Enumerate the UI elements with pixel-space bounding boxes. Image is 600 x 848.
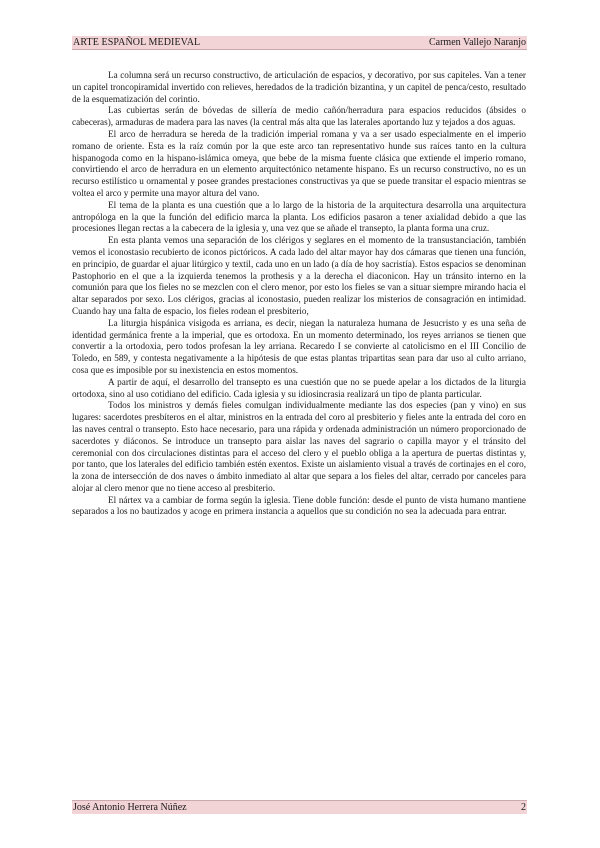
document-body — [72, 70, 526, 518]
paragraph: En esta planta vemos una separación de los clérigos y seglares en el momento de la transustanciación, también vemos el iconostasio recubierto de iconos pictóricos. A cada lado del altar mayor hay dos cámaras que tienen una función, en principio, de guardar el ajuar litúrgico y textil, cada uno en un lado (a día de hoy sacristía). Estos espacios se denominan Pastophorio en el que a la izquierda tenemos la prothesis y a la derecha el diaconicon. Hay un tránsito interno en la comunión para que los fieles no se mezclen con el clero menor, por esto los fieles se van a situar siempre mirando hacia el altar separados por sexo. Los clérigos, gracias al iconostasio, pueden realizar los misterios de consagración en intimidad. Cuando hay una falta de espacio, los fieles rodean el presbiterio, — [72, 235, 526, 316]
paragraph: El nártex va a cambiar de forma según la iglesia. Tiene doble función: desde el punto de vista humano mantiene separados a los no bautizados y acoge en primera instancia a aquellos que su condición no sea la adecuada para entrar. — [72, 494, 526, 517]
document-title: ARTE ESPAÑOL MEDIEVAL — [73, 37, 201, 48]
footer-author: José Antonio Herrera Núñez — [73, 802, 187, 813]
paragraph: La liturgia hispánica visigoda es arriana, es decir, niegan la naturaleza humana de Jesucristo y es una seña de identidad germánica frente a la imperial, que es ortodoxa. En un momento determinado, los reyes arrianos se tienen que convertir a la ortodoxia, pero todos profesan la ley arriana. Recaredo I se convierte al catolicismo en el III Concilio de Toledo, en 589, y contesta negativamente a la hipótesis de que estas plantas tripartitas sean para dar uso al culto arriano, cosa que es imposible por su inexistencia en estos momentos. — [72, 317, 526, 375]
header-author: Carmen Vallejo Naranjo — [428, 37, 526, 48]
page-number: 2 — [521, 802, 526, 813]
paragraph: El tema de la planta es una cuestión que a lo largo de la historia de la arquitectura desarrolla una arquitectura antropóloga en la que la función del edificio marca la planta. Los edificios pasaron a tener axialidad debido a que las procesiones llegan rectas a la cabecera de la iglesia y, una vez que se añade el transepto, la planta forma una cruz. — [72, 199, 526, 234]
paragraph: El arco de herradura se hereda de la tradición imperial romana y va a ser usado especialmente en el imperio romano de oriente. Esta es la raíz común por la que este arco tan representativo hunde sus raíces tanto en la cultura hispanogoda como en la hispano-islámica omeya, que bebe de la misma fuente clásica que extiende el imperio romano, convirtiendo el arco de herradura en un elemento arquitectónico netamente hispano. Es un recurso constructivo, no es un recurso estilístico u ornamental y posee grandes prestaciones constructivas ya que se puede transitar el espacio mientras se voltea el arco y permite una mayor altura del vano. — [72, 128, 526, 198]
paragraph: La columna será un recurso constructivo, de articulación de espacios, y decorativo, por sus capiteles. Van a tener un capitel troncopiramidal invertido con relieves, heredados de la tradición bizantina, y un capitel de penca/cesto, resultado de la esquematización del corintio. — [72, 70, 526, 104]
paragraph: Las cubiertas serán de bóvedas de sillería de medio cañón/herradura para espacios reducidos (ábsides o cabeceras), armaduras de madera para las naves (la central más alta que las laterales aportando luz y tejados a dos aguas. — [72, 105, 526, 128]
paragraph: A partir de aquí, el desarrollo del transepto es una cuestión que no se puede apelar a los dictados de la liturgia ortodoxa, sino al uso cotidiano del edificio. Cada iglesia y su idiosincrasia realizará un tipo de planta particular. — [72, 376, 526, 399]
paragraph: Todos los ministros y demás fieles comulgan individualmente mediante las dos especies (pan y vino) en sus lugares: sacerdotes presbíteros en el altar, ministros en la entrada del coro al presbiterio y fieles ante la entrada del coro en las naves central o transepto. Esto hace necesario, para una rápida y ordenada administración un número proporcionado de sacerdotes y diáconos. Se introduce un transepto para aislar las naves del sagrario o capilla mayor y el tránsito del ceremonial con dos circulaciones distintas para el acceso del clero y el pueblo obliga a la apertura de puertas distintas y, por tanto, que los laterales del edificio también estén exentos. Existe un aislamiento visual a través de cortinajes en el coro, la zona de intersección de dos naves o ámbito inmediato al altar que separa a los fieles del altar, cerrado por canceles para alojar al clero menor que no tiene acceso al presbiterio. — [72, 400, 526, 493]
page-header — [72, 36, 527, 50]
page-footer — [72, 800, 527, 814]
